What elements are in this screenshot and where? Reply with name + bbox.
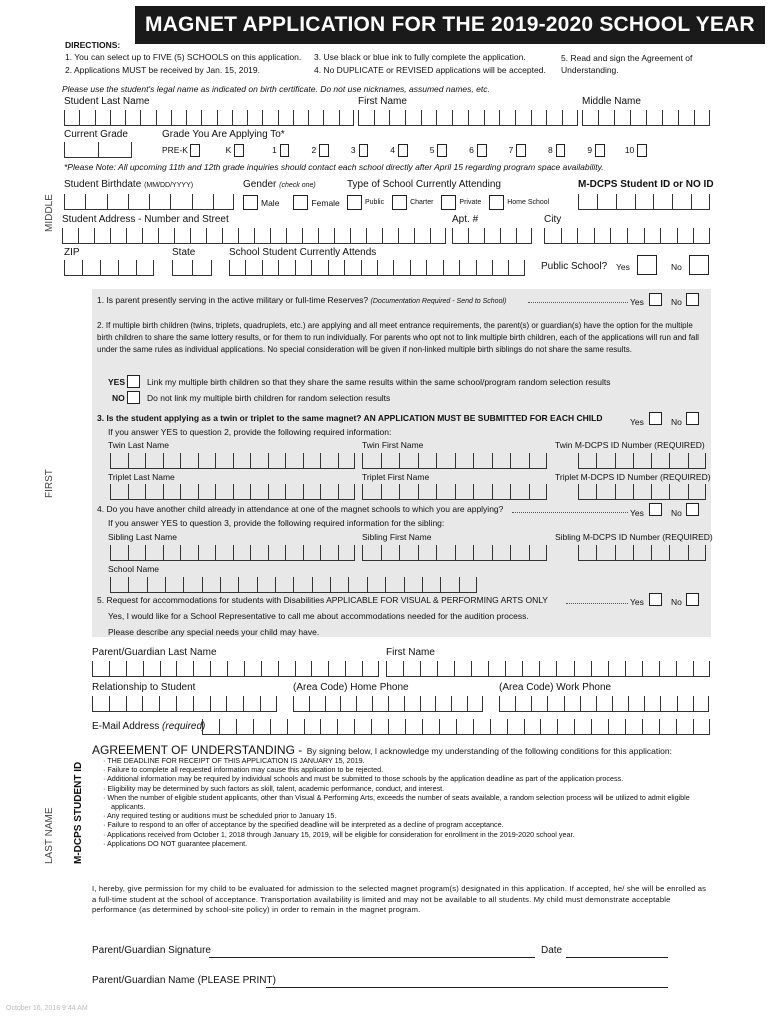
school-attends-label: School Student Currently Attends <box>229 247 377 258</box>
side-label-first: FIRST <box>44 469 55 498</box>
direction-3: 3. Use black or blue ink to fully complete the application. <box>314 52 526 62</box>
middle-name-label: Middle Name <box>582 96 641 107</box>
grade-7-checkbox[interactable] <box>516 144 526 157</box>
agreement-item: · Eligibility may be determined by such factors as skill, talent, academic performance, conduct, and interest. <box>103 783 445 793</box>
grade-6-checkbox[interactable] <box>477 144 487 157</box>
twin-id-field[interactable] <box>578 453 706 469</box>
q3-no-checkbox[interactable] <box>686 412 699 425</box>
sibling-last-field[interactable] <box>110 545 355 561</box>
private-label: Private <box>459 199 482 206</box>
home-phone-label: (Area Code) Home Phone <box>293 682 409 693</box>
guardian-first-field[interactable] <box>386 661 710 677</box>
female-label: Female <box>311 197 340 208</box>
grade-10-checkbox[interactable] <box>637 144 647 157</box>
grade-note: *Please Note: All upcoming 11th and 12th grade inquiries should contact each school directly after April 15 regarding program space availability. <box>64 162 604 172</box>
sibling-first-field[interactable] <box>362 545 547 561</box>
private-checkbox[interactable] <box>441 195 456 210</box>
triplet-last-field[interactable] <box>110 484 355 500</box>
public-label: Public <box>365 199 385 206</box>
school-name-field[interactable] <box>110 577 477 593</box>
q3-yes-label: Yes <box>630 417 644 427</box>
public-school-no-label: No <box>671 262 682 272</box>
charter-label: Charter <box>410 199 434 206</box>
signature-line[interactable] <box>209 957 535 958</box>
apt-field[interactable] <box>452 228 532 244</box>
school-attends-field[interactable] <box>229 260 525 276</box>
grade-options <box>162 142 647 158</box>
grade-3-checkbox[interactable] <box>359 144 369 157</box>
q4-subtext: If you answer YES to question 3, provide the following required information for the sibling: <box>108 518 445 528</box>
agreement-item: · Failure to complete all requested information may cause this application to be rejected. <box>103 765 384 775</box>
q2-text: 2. If multiple birth children (twins, triplets, quadruplets, etc.) are applying and all meet entrance requirements, the parent(s) or guardian(s) have the option for the multiple birth children to share the same lottery results, or for them to run individually. For parents who opt not to link multiple birth children, each of the applications will run and fall under the same rules as individual applications. No special consideration will be given if non-linked multiple birth siblings do not share the same results. <box>97 321 699 354</box>
signature-label: Parent/Guardian Signature <box>92 945 211 956</box>
twin-last-field[interactable] <box>110 453 355 469</box>
q1-text: 1. Is parent presently serving in the active military or full-time Reserves? <box>97 295 369 305</box>
female-checkbox[interactable] <box>293 195 308 210</box>
q1-yes-checkbox[interactable] <box>649 293 662 306</box>
q5-no-checkbox[interactable] <box>686 593 699 606</box>
legal-name-note: Please use the student's legal name as indicated on birth certificate. Do not use nicknames, assumed names, etc. <box>62 84 490 94</box>
q4-no-label: No <box>671 508 682 518</box>
guardian-first-label: First Name <box>386 647 435 658</box>
grade-7-label: 7 <box>508 145 514 155</box>
date-label: Date <box>541 945 563 956</box>
agreement-list <box>103 756 708 848</box>
twin-first-field[interactable] <box>362 453 547 469</box>
triplet-last-label: Triplet Last Name <box>108 472 175 482</box>
email-label: E-Mail Address <box>92 721 160 732</box>
student-id-label: M-DCPS Student ID or NO ID <box>578 179 714 190</box>
grade-prek-label: PRE-K <box>162 145 188 155</box>
grade-1-checkbox[interactable] <box>280 144 290 157</box>
twin-first-label: Twin First Name <box>362 440 424 450</box>
agreement-item: · Any required testing or auditions must be scheduled prior to January 15. <box>103 811 337 821</box>
birthdate-label: Student Birthdate <box>64 179 142 190</box>
first-name-label: First Name <box>358 96 407 107</box>
male-checkbox[interactable] <box>243 195 258 210</box>
male-label: Male <box>261 197 280 208</box>
school-name-label: School Name <box>108 564 160 574</box>
email-field[interactable] <box>202 719 710 735</box>
q2-yes-label: YES <box>108 377 126 387</box>
grade-k-label: K <box>225 145 232 155</box>
charter-checkbox[interactable] <box>392 195 407 210</box>
zip-label: ZIP <box>64 247 80 258</box>
q4-yes-label: Yes <box>630 508 644 518</box>
triplet-first-label: Triplet First Name <box>362 472 430 482</box>
grade-k-checkbox[interactable] <box>234 144 244 157</box>
home-school-checkbox[interactable] <box>489 195 504 210</box>
gender-hint: (check one) <box>279 182 316 189</box>
last-name-field[interactable] <box>64 110 354 126</box>
sibling-id-label: Sibling M-DCPS ID Number (REQUIRED) <box>555 532 713 542</box>
email-required: (required) <box>162 721 206 732</box>
apt-label: Apt. # <box>452 214 479 225</box>
q5-no-label: No <box>671 597 682 607</box>
guardian-last-label: Parent/Guardian Last Name <box>92 647 217 658</box>
q1-yes-label: Yes <box>630 297 644 307</box>
twin-id-label: Twin M-DCPS ID Number (REQUIRED) <box>555 440 705 450</box>
grade-2-label: 2 <box>311 145 317 155</box>
city-label: City <box>544 214 562 225</box>
twin-last-label: Twin Last Name <box>108 440 169 450</box>
q1-note: (Documentation Required - Send to School) <box>370 298 507 305</box>
permission-statement: I, hereby, give permission for my child to be evaluated for admission to the selected magnet program(s) designated in this application. If accepted, he/ she will be enrolled as a full-time student at the school of acceptance. Transportation availability is limited and may not be available to all students. My child must demonstrate acceptable performance (as determined by school-site policy) in order to remain in the magnet program. <box>92 884 707 914</box>
home-phone-field[interactable] <box>293 696 483 712</box>
q2-yes-text: Link my multiple birth children so that they share the same results within the same school/program random selection results <box>147 377 611 387</box>
directions-heading: DIRECTIONS: <box>65 40 121 50</box>
zip-field[interactable] <box>64 260 154 276</box>
q2-no-checkbox[interactable] <box>127 391 140 404</box>
q3-yes-checkbox[interactable] <box>649 412 662 425</box>
grade-applying-label: Grade You Are Applying To* <box>162 129 285 140</box>
print-name-label: Parent/Guardian Name (PLEASE PRINT) <box>92 975 276 986</box>
grade-10-label: 10 <box>624 145 635 155</box>
grade-4-label: 4 <box>390 145 396 155</box>
public-school-question: Public School? <box>541 261 608 272</box>
agreement-item: · When the number of eligible student applicants, other than Visual & Performing Arts, exceeds the number of seats available, a random selection process will be utilized to admit eligible applicants. <box>103 792 690 812</box>
gender-label: Gender <box>243 179 277 190</box>
triplet-first-field[interactable] <box>362 484 547 500</box>
q5-yes-label: Yes <box>630 597 644 607</box>
city-field[interactable] <box>544 228 710 244</box>
grade-5-label: 5 <box>429 145 435 155</box>
triplet-id-field[interactable] <box>578 484 706 500</box>
grade-8-label: 8 <box>547 145 553 155</box>
work-phone-label: (Area Code) Work Phone <box>499 682 612 693</box>
relationship-label: Relationship to Student <box>92 682 196 693</box>
grade-9-checkbox[interactable] <box>595 144 605 157</box>
sibling-id-field[interactable] <box>578 545 706 561</box>
q5-leader <box>566 603 628 604</box>
grade-2-checkbox[interactable] <box>319 144 329 157</box>
home-school-label: Home School <box>507 199 550 206</box>
current-grade-field[interactable] <box>64 142 132 158</box>
grade-3-label: 3 <box>350 145 356 155</box>
triplet-id-label: Triplet M-DCPS ID Number (REQUIRED) <box>555 472 711 482</box>
guardian-last-field[interactable] <box>92 661 379 677</box>
side-label-last-name: LAST NAME <box>44 807 55 864</box>
q4-yes-checkbox[interactable] <box>649 503 662 516</box>
agreement-heading: AGREEMENT OF UNDERSTANDING - <box>92 743 303 757</box>
q5-yes-checkbox[interactable] <box>649 593 662 606</box>
student-id-field[interactable] <box>578 194 710 210</box>
q5-yes-text: Yes, I would like for a School Representative to call me about accommodations needed for the audition process. <box>108 611 529 621</box>
q5-describe: Please describe any special needs your child may have. <box>108 627 320 637</box>
direction-1: 1. You can select up to FIVE (5) SCHOOLS on this application. <box>65 52 302 62</box>
public-school-no-checkbox[interactable] <box>689 255 709 275</box>
q2-no-label: NO <box>112 393 125 403</box>
sibling-last-label: Sibling Last Name <box>108 532 177 542</box>
work-phone-field[interactable] <box>499 696 709 712</box>
q5-text: 5. Request for accommodations for students with Disabilities APPLICABLE FOR VISUAL & PERFORMING ARTS ONLY <box>97 595 548 605</box>
grade-1-label: 1 <box>272 145 277 155</box>
state-field[interactable] <box>172 260 212 276</box>
q2-no-text: Do not link my multiple birth children for random selection results <box>147 393 391 403</box>
last-name-label: Student Last Name <box>64 96 150 107</box>
state-label: State <box>172 247 196 258</box>
q3-text: 3. Is the student applying as a twin or triplet to the same magnet? AN APPLICATION MUST BE SUBMITTED FOR EACH CHILD <box>97 413 603 423</box>
birthdate-format: (MM/DD/YYYY) <box>144 182 194 189</box>
q4-text: 4. Do you have another child already in attendance at one of the magnet schools to which you are applying? <box>97 504 504 514</box>
side-label-middle: MIDDLE <box>44 194 55 232</box>
relationship-field[interactable] <box>92 696 277 712</box>
agreement-item: · Failure to respond to an offer of acceptance by the specified deadline will be interpreted as a decline of program acceptance. <box>103 820 504 830</box>
agreement-item: · Applications received from October 1, 2018 through January 15, 2019, will be eligible for consideration for enrollment in the 2019-2020 school year. <box>103 829 575 839</box>
birthdate-field[interactable] <box>64 194 234 210</box>
direction-5: 5. Read and sign the Agreement of Understanding. <box>561 53 693 75</box>
q4-no-checkbox[interactable] <box>686 503 699 516</box>
direction-2: 2. Applications MUST be received by Jan. 15, 2019. <box>65 65 260 75</box>
q1-no-label: No <box>671 297 682 307</box>
q2-yes-checkbox[interactable] <box>127 375 140 388</box>
public-school-yes-checkbox[interactable] <box>637 255 657 275</box>
address-field[interactable] <box>62 228 446 244</box>
grade-6-label: 6 <box>469 145 474 155</box>
q3-no-label: No <box>671 417 682 427</box>
direction-4: 4. No DUPLICATE or REVISED applications will be accepted. <box>314 65 546 75</box>
public-checkbox[interactable] <box>347 195 362 210</box>
grade-5-checkbox[interactable] <box>437 144 447 157</box>
q1-leader <box>528 302 628 303</box>
print-name-line[interactable] <box>266 987 668 988</box>
sibling-first-label: Sibling First Name <box>362 532 432 542</box>
page-title: MAGNET APPLICATION FOR THE 2019-2020 SCHOOL YEAR <box>135 6 765 44</box>
print-timestamp: October 16, 2018 9:44 AM <box>6 1005 88 1012</box>
q3-subtext: If you answer YES to question 2, provide the following required information: <box>108 427 392 437</box>
address-label: Student Address - Number and Street <box>62 214 229 225</box>
q4-leader <box>512 512 628 513</box>
grade-4-checkbox[interactable] <box>398 144 408 157</box>
grade-9-label: 9 <box>587 145 593 155</box>
middle-name-field[interactable] <box>582 110 710 126</box>
agreement-intro: By signing below, I acknowledge my understanding of the following conditions for this application: <box>306 746 672 756</box>
grade-8-checkbox[interactable] <box>556 144 566 157</box>
agreement-item: · Additional information may be required by individual schools and must be submitted to those schools by the application deadline as part of the application process. <box>103 774 624 784</box>
agreement-item: · THE DEADLINE FOR RECEIPT OF THIS APPLICATION IS JANUARY 15, 2019. <box>103 756 365 765</box>
public-school-yes-label: Yes <box>616 262 630 272</box>
first-name-field[interactable] <box>358 110 578 126</box>
agreement-item: · Applications DO NOT guarantee placement. <box>103 838 248 848</box>
date-line[interactable] <box>566 957 668 958</box>
grade-prek-checkbox[interactable] <box>190 144 200 157</box>
side-label-student-id: M-DCPS STUDENT ID <box>73 761 84 864</box>
school-type-label: Type of School Currently Attending <box>347 179 501 190</box>
q1-no-checkbox[interactable] <box>686 293 699 306</box>
current-grade-label: Current Grade <box>64 129 128 140</box>
